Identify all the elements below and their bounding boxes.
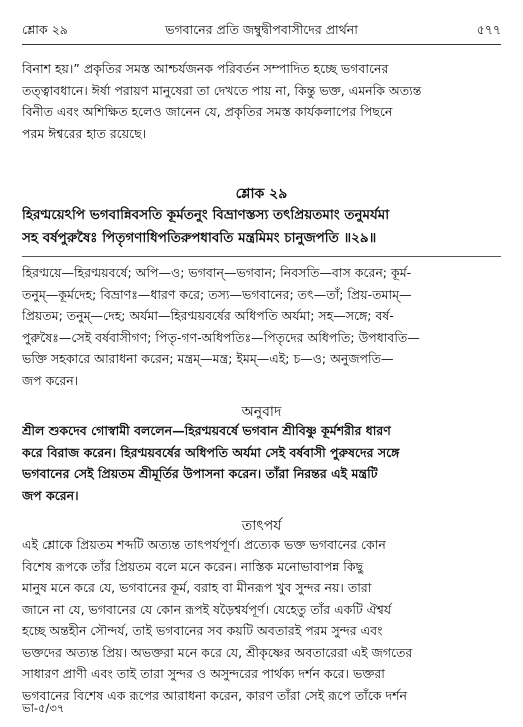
verse-line: হিরণ্ময়েঽপি ভগবান্নিবসতি কূর্মতনুং বিভ্রাণস্তস্য তৎপ্রিয়তমাং তনুমর্যমা [22, 207, 390, 223]
verse-divider [22, 256, 501, 257]
synonym-line: হিরণ্ময়ে—হিরণ্ময়বর্ষে; অপি—ও; ভগবান্—ভগবান; নিবসতি—বাস করেন; কূর্ম- [22, 265, 412, 280]
purport-line: ভক্তদের অত্যন্ত প্রিয়। অভক্তরা মনে করে যে, শ্রীকৃষ্ণের অবতারেরা এই জগতের [22, 644, 413, 660]
synonym-line: ভক্তি সহকারে আরাধনা করেন; মন্ত্রম্—মন্ত্র; ইমম্—এই; চ—ও; অনুজপতি— [22, 351, 394, 366]
header-page-number: ৫৭৭ [476, 22, 501, 37]
verse-line: সহ বর্ষপুরুষৈঃ পিতৃগণাধিপতিরুপধাবতি মন্ত্রমিমং চানুজপতি ॥২৯॥ [22, 230, 377, 246]
header-verse-number: শ্লোক ২৯ [22, 22, 68, 37]
running-header [22, 22, 501, 42]
purport-line: এই শ্লোকে প্রিয়তম শব্দটি অত্যন্ত তাৎপর্যপূর্ণ। প্রত্যেক ভক্ত ভগবানের কোন [22, 537, 386, 552]
header-divider [22, 44, 501, 45]
verse-text [22, 204, 501, 250]
synonym-line: প্রিয়তম; তনুম্—দেহ; অর্যমা—হিরণ্ময়বর্ষের অধিপতি অর্যমা; সহ—সঙ্গে; বর্ষ- [22, 308, 394, 323]
translation-heading: অনুবাদ [241, 404, 282, 420]
intro-line: পরম ঈশ্বরের হাত রয়েছে। [22, 125, 147, 141]
synonyms-paragraph [22, 262, 501, 391]
purport-line: ভগবানের বিশেষ এক রূপের আরাধনা করেন, কারণ তাঁরা সেই রূপে তাঁকে দর্শন [22, 687, 407, 703]
purport-line: মানুষ মনে করে যে, ভগবানের কূর্ম, বরাহ বা মীনরূপ খুব সুন্দর নয়। তারা [22, 580, 372, 595]
header-chapter-title: ভগবানের প্রতি জম্বুদ্বীপবাসীদের প্রার্থনা [165, 22, 358, 37]
purport-line: জানে না যে, ভগবানের যে কোন রূপই ষড়ৈশ্বর্যপূর্ণ। যেহেতু তাঁর একটি ঐশ্বর্য [22, 601, 392, 617]
purport-line: সাধারণ প্রাণী এবং তাই তারা সুন্দর ও অসুন্দরের পার্থক্য দর্শন করে। ভক্তরা [22, 666, 385, 681]
purport-line: বিশেষ রূপকে তাঁর প্রিয়তম বলে মনে করেন। নাস্তিক মনোভাবাপন্ন কিছু [22, 558, 364, 574]
translation-line: জপ করেন। [22, 487, 79, 503]
intro-line: বিনাশ হয়।” প্রকৃতির সমস্ত আশ্চর্যজনক পরিবর্তন সম্পাদিত হচ্ছে ভগবানের [22, 61, 389, 76]
synonym-line: তনুম্—কূর্মদেহ; বিভ্রাণঃ—ধারণ করে; তস্য—ভগবানের; তৎ—তাঁ; প্রিয়-তমাম্— [22, 286, 412, 302]
purport-paragraph [22, 534, 501, 706]
translation-line: করে বিরাজ করেন। হিরণ্ময়বর্ষের অধিপতি অর্যমা সেই বর্ষবাসী পুরুষদের সঙ্গে [22, 444, 400, 460]
translation-paragraph [22, 420, 501, 506]
purport-line: হচ্ছে অন্তহীন সৌন্দর্য, তাই ভগবানের সব কয়টি অবতারই পরম সুন্দর এবং [22, 623, 383, 638]
footer-signature: ভা-৫/৩৭ [22, 701, 65, 715]
verse-heading: শ্লোক ২৯ [235, 186, 288, 202]
intro-line: বিনীত এবং অশিক্ষিত হলেও জানেন যে, প্রকৃতির সমস্ত কার্যকলাপের পিছনে [22, 104, 393, 119]
purport-heading: তাৎপর্য [241, 518, 282, 534]
intro-paragraph [22, 58, 501, 144]
intro-line: তত্ত্বাবধানে। ঈর্ষা পরায়ণ মানুষেরা তা দেখতে পায় না, কিন্তু ভক্ত, এমনকি অত্যন্ত [22, 82, 422, 98]
translation-line: ভগবানের সেই প্রিয়তম শ্রীমূর্তির উপাসনা করেন। তাঁরা নিরন্তর এই মন্ত্রটি [22, 466, 378, 481]
synonym-line: জপ করেন। [22, 372, 79, 388]
translation-line: শ্রীল শুকদেব গোস্বামী বললেন—হিরণ্ময়বর্ষে ভগবান শ্রীবিষ্ণু কূর্মশরীর ধারণ [22, 423, 391, 438]
synonym-line: পুরুষৈঃ—সেই বর্ষবাসীগণ; পিতৃ-গণ-অধিপতিঃ—পিতৃদের অধিপতি; উপধাবতি— [22, 329, 420, 345]
